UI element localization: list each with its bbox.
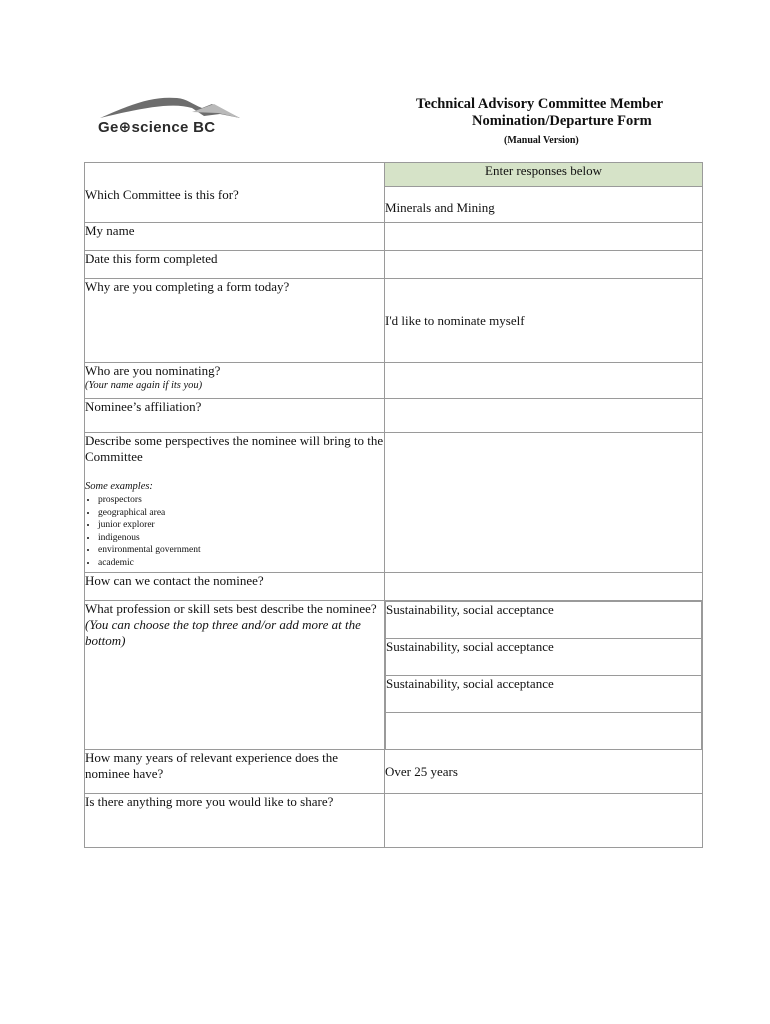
profession-question-cell xyxy=(85,601,385,750)
committee-answer[interactable]: Minerals and Mining xyxy=(385,187,703,223)
nominee-question-cell xyxy=(85,363,385,399)
contact-question: How can we contact the nominee? xyxy=(85,573,385,601)
table-row xyxy=(85,433,703,573)
profession-answers xyxy=(385,601,702,749)
affiliation-question: Nominee’s affiliation? xyxy=(85,399,385,433)
list-item: • indigenous xyxy=(98,532,384,545)
affiliation-answer[interactable] xyxy=(385,399,703,433)
table-row xyxy=(85,573,703,601)
profession-answer-1[interactable]: Sustainability, social acceptance xyxy=(386,602,702,639)
list-item: • environmental government xyxy=(98,544,384,557)
experience-answer[interactable]: Over 25 years xyxy=(385,750,703,794)
my-name-question: My name xyxy=(85,223,385,251)
list-item: • prospectors xyxy=(98,494,384,507)
examples-list xyxy=(85,494,384,569)
nomination-form-table xyxy=(84,162,703,848)
table-row xyxy=(85,750,703,794)
profession-answers-cell xyxy=(385,601,703,750)
geoscience-bc-logo xyxy=(92,94,242,140)
date-question: Date this form completed xyxy=(85,251,385,279)
perspectives-question-cell xyxy=(85,433,385,573)
profession-answer-4[interactable] xyxy=(386,713,702,750)
examples-title: Some examples: xyxy=(85,481,153,492)
table-row xyxy=(85,223,703,251)
more-answer[interactable] xyxy=(385,794,703,848)
table-row xyxy=(85,601,703,750)
perspectives-answer[interactable] xyxy=(385,433,703,573)
list-item: • geographical area xyxy=(98,507,384,520)
form-title-line2: Nomination/Departure Form xyxy=(472,113,652,129)
profession-question: What profession or skill sets best describe the nominee? xyxy=(85,601,377,616)
form-title-line1: Technical Advisory Committee Member xyxy=(416,96,664,112)
contact-answer[interactable] xyxy=(385,573,703,601)
profession-answer-3[interactable]: Sustainability, social acceptance xyxy=(386,676,702,713)
my-name-answer[interactable] xyxy=(385,223,703,251)
form-subtitle: (Manual Version) xyxy=(504,135,579,146)
nominee-note: (Your name again if its you) xyxy=(85,380,203,391)
table-row xyxy=(85,794,703,848)
list-item: • academic xyxy=(98,557,384,570)
more-question: Is there anything more you would like to share? xyxy=(85,794,385,848)
reason-answer[interactable]: I'd like to nominate myself xyxy=(385,279,703,363)
reason-question: Why are you completing a form today? xyxy=(85,279,385,363)
date-answer[interactable] xyxy=(385,251,703,279)
perspectives-question: Describe some perspectives the nominee will bring to the Committee xyxy=(85,433,384,464)
answer-column-header: Enter responses below xyxy=(385,163,703,187)
table-row xyxy=(85,363,703,399)
header-blank-cell xyxy=(85,163,385,187)
table-row xyxy=(85,251,703,279)
experience-question: How many years of relevant experience does the nominee have? xyxy=(85,750,385,794)
table-header-row xyxy=(85,163,703,187)
table-row xyxy=(85,399,703,433)
logo-wordmark: Ge⊕science BC xyxy=(98,119,216,136)
list-item: • junior explorer xyxy=(98,519,384,532)
profession-answer-2[interactable]: Sustainability, social acceptance xyxy=(386,639,702,676)
profession-note: (You can choose the top three and/or add more at the bottom) xyxy=(85,617,361,648)
committee-question: Which Committee is this for? xyxy=(85,187,385,223)
nominee-answer[interactable] xyxy=(385,363,703,399)
nominee-question: Who are you nominating? xyxy=(85,363,221,378)
table-row xyxy=(85,279,703,363)
table-row xyxy=(85,187,703,223)
